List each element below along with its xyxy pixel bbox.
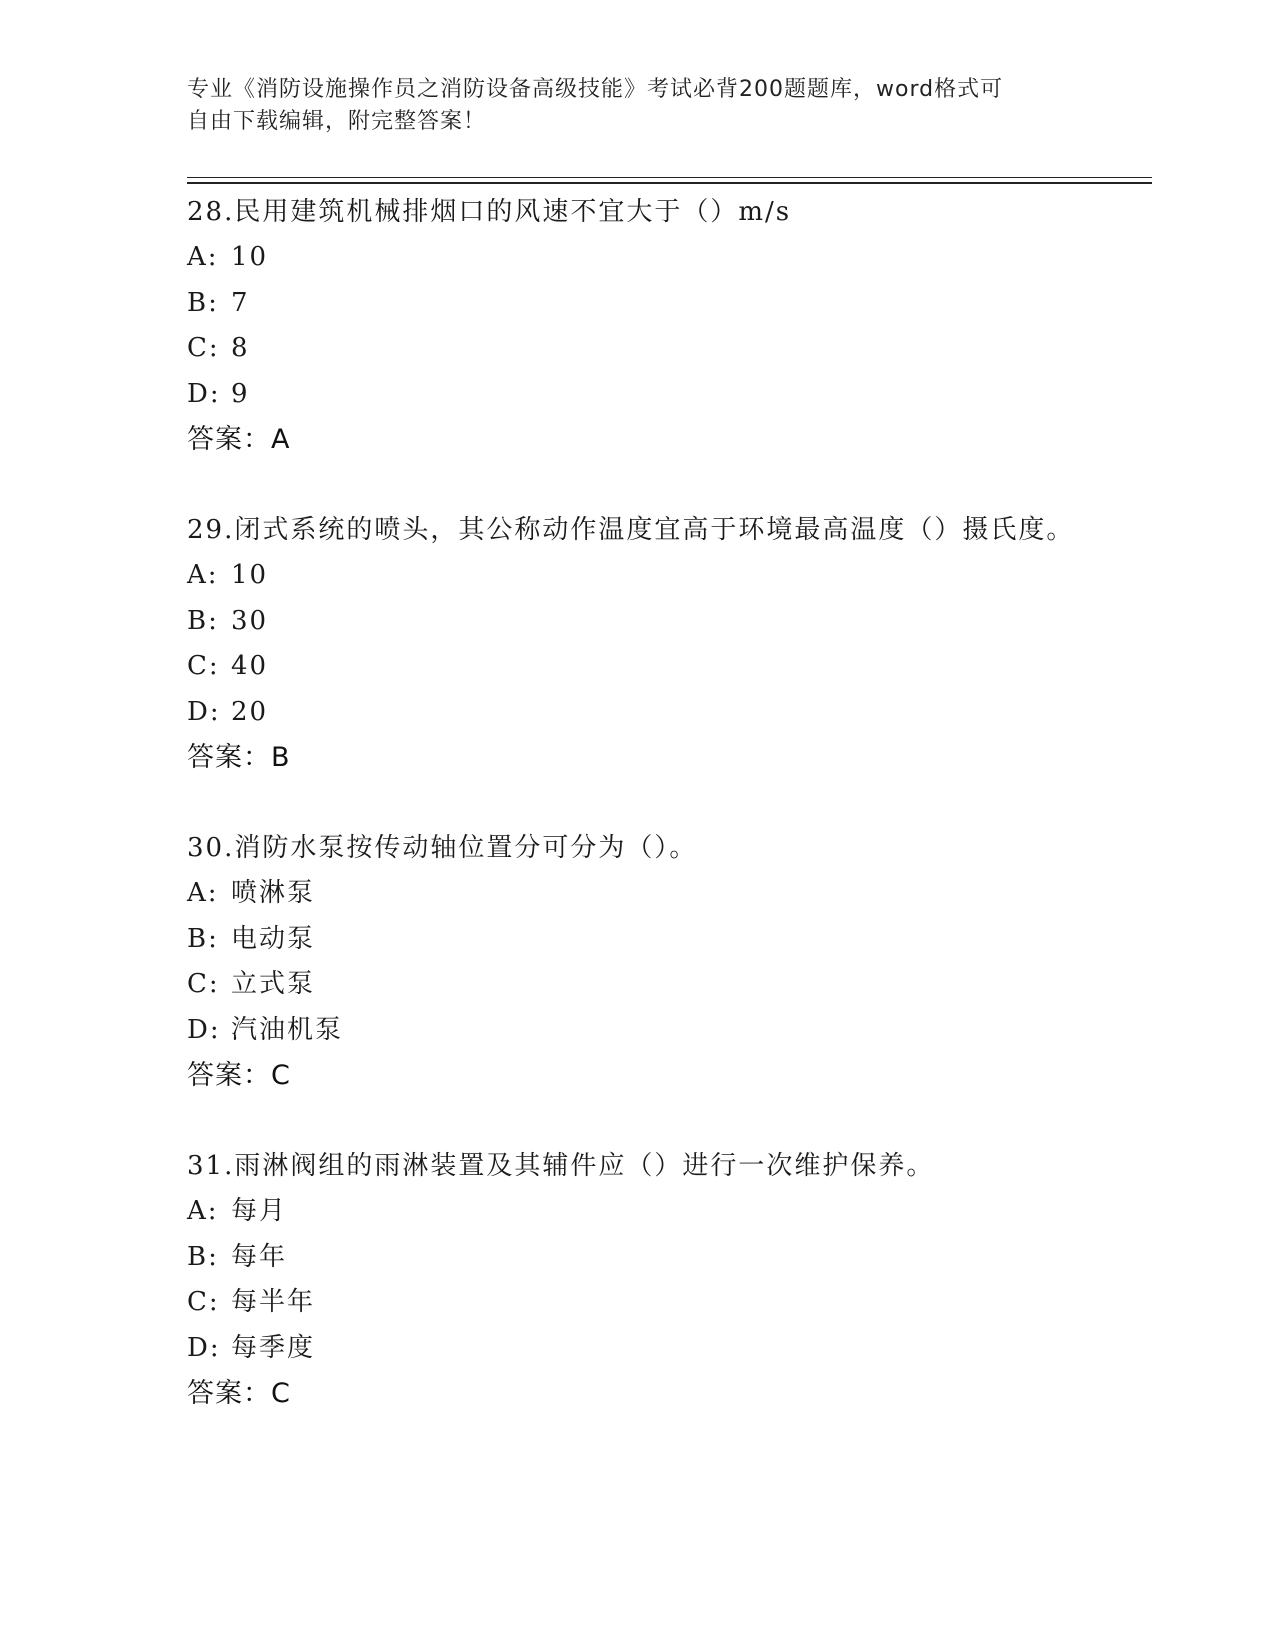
option-value: 20 — [231, 696, 269, 727]
option-value: 每年 — [231, 1241, 288, 1272]
question-stem: 消防水泵按传动轴位置分可分为（）。 — [234, 833, 698, 863]
question-text — [187, 825, 1087, 871]
option-value: 立式泵 — [231, 969, 316, 999]
question-30 — [187, 825, 1087, 1099]
option-a — [187, 235, 1087, 281]
question-text — [187, 1143, 1087, 1189]
option-label: B: — [187, 1241, 219, 1272]
question-stem: 闭式系统的喷头，其公称动作温度宜高于环境最高温度（）摄氏度。 — [234, 515, 1075, 545]
answer-value: B — [271, 742, 291, 773]
question-text — [187, 507, 1087, 553]
option-label: C: — [187, 969, 220, 999]
option-label: B: — [187, 287, 219, 318]
question-28 — [187, 189, 1087, 463]
answer-label: 答案： — [187, 742, 271, 773]
option-d — [187, 1008, 1087, 1054]
option-value: 7 — [231, 287, 250, 318]
question-number: 31. — [187, 1151, 235, 1181]
option-label: D: — [187, 1014, 221, 1045]
option-label: A: — [187, 878, 219, 908]
option-a — [187, 1189, 1087, 1235]
answer-label: 答案： — [187, 424, 271, 455]
question-31 — [187, 1143, 1087, 1417]
option-b — [187, 1235, 1087, 1281]
header-line-2: 自由下载编辑，附完整答案！ — [187, 109, 487, 134]
question-text — [187, 189, 1087, 235]
option-label: A: — [187, 1196, 219, 1226]
option-label: B: — [187, 923, 219, 954]
header-line-1: 专业《消防设施操作员之消防设备高级技能》考试必背200题题库，word格式可 — [187, 77, 1004, 102]
option-value: 汽油机泵 — [231, 1014, 344, 1045]
question-list — [187, 189, 1087, 1461]
answer-label: 答案： — [187, 1378, 271, 1409]
option-value: 10 — [231, 560, 269, 590]
answer-value: C — [271, 1378, 291, 1409]
option-value: 10 — [231, 242, 269, 272]
option-d — [187, 1326, 1087, 1372]
option-value: 电动泵 — [231, 923, 316, 954]
option-value: 40 — [231, 651, 269, 681]
option-label: A: — [187, 242, 219, 272]
answer-line — [187, 1053, 1087, 1099]
question-number: 28. — [187, 197, 235, 227]
option-label: D: — [187, 696, 221, 727]
option-label: C: — [187, 333, 220, 363]
option-a — [187, 871, 1087, 917]
option-label: D: — [187, 378, 221, 409]
option-value: 8 — [231, 333, 250, 363]
question-number: 30. — [187, 833, 235, 863]
option-label: A: — [187, 560, 219, 590]
question-29 — [187, 507, 1087, 781]
option-value: 喷淋泵 — [231, 878, 316, 908]
document-header — [187, 74, 1067, 138]
option-d — [187, 690, 1087, 736]
option-c — [187, 1280, 1087, 1326]
answer-line — [187, 1371, 1087, 1417]
answer-value: A — [271, 424, 291, 455]
answer-value: C — [271, 1060, 291, 1091]
option-b — [187, 917, 1087, 963]
option-b — [187, 281, 1087, 327]
option-value: 30 — [231, 605, 269, 636]
option-value: 每月 — [231, 1196, 288, 1226]
option-label: C: — [187, 1287, 220, 1317]
option-b — [187, 599, 1087, 645]
option-c — [187, 962, 1087, 1008]
header-divider-thick — [187, 182, 1152, 184]
option-label: D: — [187, 1332, 221, 1363]
option-value: 每半年 — [231, 1287, 316, 1317]
option-value: 每季度 — [231, 1332, 316, 1363]
question-number: 29. — [187, 515, 235, 545]
answer-line — [187, 735, 1087, 781]
answer-label: 答案： — [187, 1060, 271, 1091]
option-c — [187, 644, 1087, 690]
question-stem: 民用建筑机械排烟口的风速不宜大于（）m/s — [234, 197, 792, 227]
option-value: 9 — [231, 378, 250, 409]
option-a — [187, 553, 1087, 599]
option-label: B: — [187, 605, 219, 636]
option-c — [187, 326, 1087, 372]
answer-line — [187, 417, 1087, 463]
header-divider-thin — [187, 177, 1152, 178]
option-label: C: — [187, 651, 220, 681]
question-stem: 雨淋阀组的雨淋装置及其辅件应（）进行一次维护保养。 — [234, 1151, 935, 1181]
option-d — [187, 372, 1087, 418]
